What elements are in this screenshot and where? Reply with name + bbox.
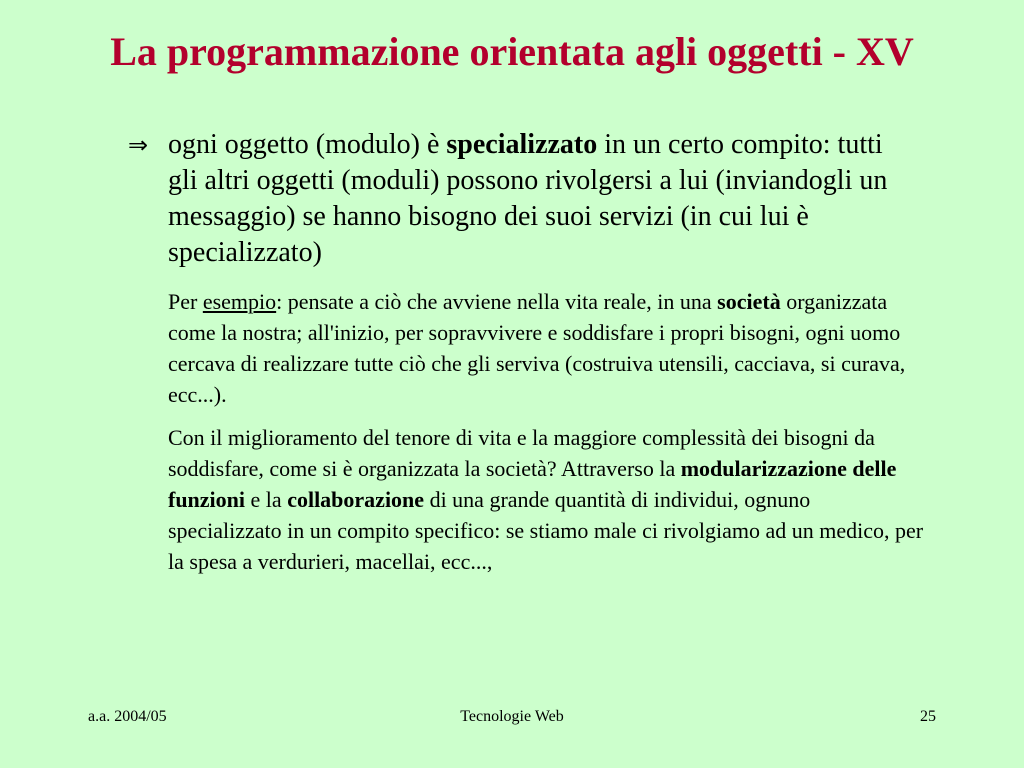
bullet-bold: specializzato bbox=[446, 129, 598, 160]
p2-text-2: e la bbox=[245, 487, 288, 512]
p2-text-3: di una grande quantità di individui, ognuno specializzato in un compito specifico: se stiamo male ci rivolgiamo ad un medico, per la spesa a verdurieri, macellai, ecc..., bbox=[168, 487, 924, 574]
p1-underline: esempio bbox=[202, 289, 277, 314]
footer-page-number: 25 bbox=[920, 708, 936, 725]
bullet-text bbox=[128, 127, 908, 271]
p1-text-2: : pensate a ciò che avviene nella vita reale, in una bbox=[276, 289, 718, 314]
improvement-paragraph bbox=[168, 422, 928, 577]
example-paragraph bbox=[168, 286, 928, 410]
p2-bold-1: modularizzazione delle funzioni bbox=[168, 456, 897, 512]
bullet-prefix: ogni oggetto (modulo) è bbox=[168, 129, 447, 160]
p1-text-3: organizzata come la nostra; all'inizio, per sopravvivere e soddisfare i propri bisogni, ogni uomo cercava di realizzare tutte ciò che gli serviva (costruiva utensili, cacciava, si curava, ecc...). bbox=[168, 289, 906, 407]
double-right-arrow-icon: ⇒ bbox=[128, 131, 149, 159]
footer-academic-year: a.a. 2004/05 bbox=[88, 708, 167, 725]
bullet-suffix: in un certo compito: tutti gli altri oggetti (moduli) possono rivolgersi a lui (inviandogli un messaggio) se hanno bisogno dei suoi servizi (in cui lui è specializzato) bbox=[168, 129, 888, 268]
p2-bold-2: collaborazione bbox=[287, 487, 425, 512]
p1-text-1: Per bbox=[168, 289, 203, 314]
footer-course-title: Tecnologie Web bbox=[460, 708, 564, 725]
p1-bold: società bbox=[717, 289, 781, 314]
slide-title: La programmazione orientata agli oggetti - XV bbox=[110, 29, 914, 74]
main-bullet bbox=[128, 127, 908, 271]
p2-text-1: Con il miglioramento del tenore di vita e la maggiore complessità dei bisogni da soddisfare, come si è organizzata la società? Attraverso la bbox=[168, 425, 875, 481]
